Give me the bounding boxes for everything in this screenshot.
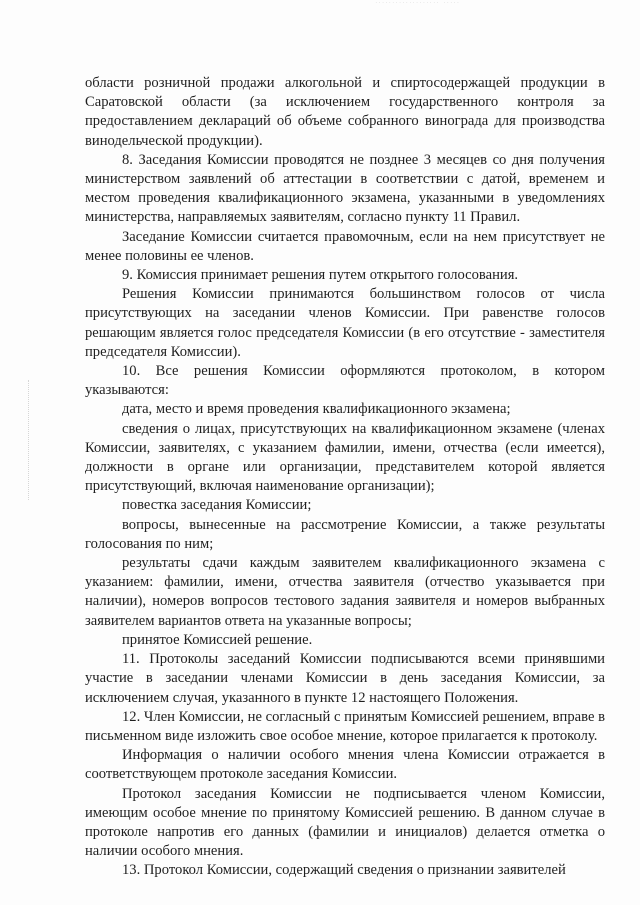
document-body xyxy=(85,74,605,881)
paragraph-dissent-record: Информация о наличии особого мнения члена Комиссии отражается в соответствующем протоколе заседания Комиссии. xyxy=(85,747,605,783)
list-item-results: результаты сдачи каждым заявителем квалификационного экзамена с указанием: фамилии, имени, отчества заявителя (отчество указывается при наличии), номеров вопросов тестового задания заявителя и номеров выбранных заявителем вариантов ответа на указанные вопросы; xyxy=(85,555,605,629)
paragraph-continuation: области розничной продажи алкогольной и спиртосодержащей продукции в Саратовской области (за исключением государственного контроля за предоставлением деклараций об объеме собранного винограда для производства винодельческой продукции). xyxy=(85,75,605,149)
list-item-decision: принятое Комиссией решение. xyxy=(122,631,313,648)
list-item-attendees: сведения о лицах, присутствующих на квалификационном экзамене (членах Комиссии, заявителях, с указанием фамилии, имени, отчества (если имеется), должности в органе или организации, представителем которой является присутствующий, включая наименование организации); xyxy=(85,420,605,495)
list-item-agenda: повестка заседания Комиссии; xyxy=(122,497,312,514)
paragraph-dissent-signature: Протокол заседания Комиссии не подписывается членом Комиссии, имеющим особое мнение по принятому Комиссией решению. В данном случае в протоколе напротив его данных (фамилии и инициалов) делается отметка о наличии особого мнения. xyxy=(85,785,605,860)
paragraph-item-13: 13. Протокол Комиссии, содержащий сведения о признании заявителей xyxy=(122,862,566,879)
paragraph-voting: Решения Комиссии принимаются большинством голосов от числа присутствующих на заседании членов Комиссии. При равенстве голосов решающим является голос председателя Комиссии (в его отсутствие - заместителя председателя Комиссии). xyxy=(85,286,605,360)
paragraph-item-8: 8. Заседания Комиссии проводятся не позднее 3 месяцев со дня получения министерством заявлений об аттестации в соответствии с датой, временем и местом проведения квалификационного экзамена, указанными в уведомлениях министерства, направляемых заявителям, согласно пункту 11 Правил. xyxy=(85,151,605,226)
paragraph-item-9: 9. Комиссия принимает решения путем открытого голосования. xyxy=(122,267,519,284)
scan-header-mark: ··················· ····· xyxy=(375,0,461,4)
paragraph-item-10: 10. Все решения Комиссии оформляются протоколом, в котором указываются: xyxy=(85,363,605,399)
list-item-questions: вопросы, вынесенные на рассмотрение Комиссии, а также результаты голосования по ним; xyxy=(85,516,605,552)
paragraph-item-11: 11. Протоколы заседаний Комиссии подписываются всеми принявшими участие в заседании членами Комиссии в день заседания Комиссии, за исключением случая, указанного в пункте 12 настоящего Положения. xyxy=(85,651,605,706)
scan-margin-artifact xyxy=(28,380,31,500)
paragraph-item-12: 12. Член Комиссии, не согласный с принятым Комиссией решением, вправе в письменном виде изложить свое особое мнение, которое прилагается к протоколу. xyxy=(85,708,605,744)
list-item-date: дата, место и время проведения квалификационного экзамена; xyxy=(122,401,511,418)
paragraph-quorum: Заседание Комиссии считается правомочным, если на нем присутствует не менее половины ее членов. xyxy=(85,228,605,264)
